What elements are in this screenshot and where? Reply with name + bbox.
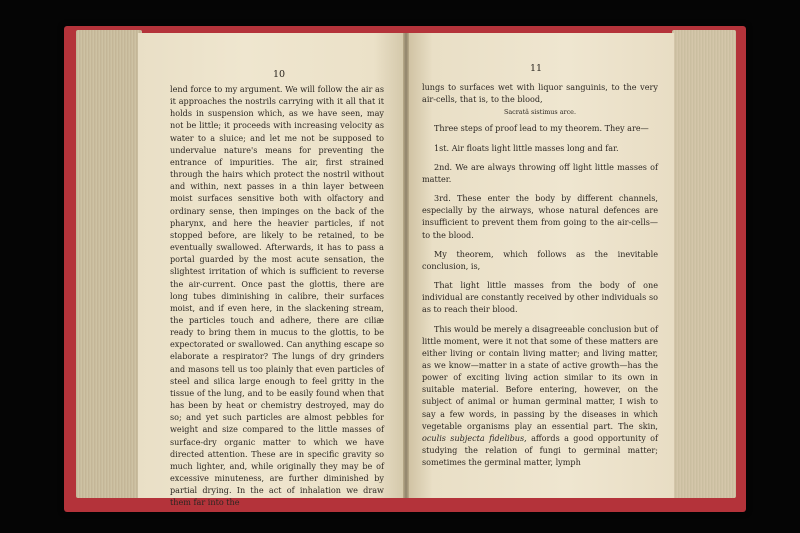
left-page (138, 33, 406, 508)
left-paragraph: lend force to my argument. We will follow the air as it approaches the nostrils carrying with it all that it holds in suspension which, as we have seen, may not be little; it proceeds with increasing velocity as water to a sluice; and let me not be supposed to undervalue nature's means for preventing the entrance of impurities. The air, first strained through the hairs which protect the nostril without and within, next passes in a thin layer between moist surfaces sensitive both with olfactory and ordinary sense, then impinges on the back of the pharynx, and here the heavier particles, if not stopped before, are likely to be retained, to be eventually swallowed. Afterwards, it has to pass a portal guarded by the most acute sensation, the slightest irritation of which is sufficient to reverse the air-current. Once past the glottis, there are long tubes diminishing in calibre, their surfaces moist, and if even here, in the slackening stream, the particles touch and adhere, there are ciliæ ready to bring them in mucus to the glottis, to be expectorated or swallowed. Can anything escape so elaborate a respirator? The lungs of dry grinders and masons tell us too plainly that even particles of steel and silica large enough to feel gritty in the tissue of the lung, and to be easily found when that has been by heat or chemistry destroyed, may do so; and yet such particles are almost pebbles for weight and size compared to the little masses of surface-dry organic matter to which we have directed attention. These are in specific gravity so much lighter, and, while originally they may be of excessive minuteness, are further diminished by partial drying. In the act of inhalation we draw them far into the (170, 84, 384, 508)
left-page-edges (76, 30, 142, 498)
right-page-text (422, 81, 658, 468)
theorem: That light little masses from the body of one individual are constantly received by other individuals so as to reach their blood. (422, 280, 658, 315)
conclusion-part-2: affords a good opportunity of studying the relation of fungi to germinal matter; sometimes the germinal matter, lymph (422, 432, 658, 468)
step-2: 2nd. We are always throwing off light little masses of matter. (422, 161, 658, 184)
right-page-edges (672, 30, 736, 498)
step-1: 1st. Air floats light little masses long and far. (434, 142, 619, 153)
steps-intro: Three steps of proof lead to my theorem. They are— (434, 123, 649, 134)
left-page-text (170, 83, 384, 508)
step-3: 3rd. These enter the body by different channels, especially by the airways, whose natural defences are insufficient to prevent them from going to the air-cells—to the blood. (422, 193, 658, 240)
latin-motto: Sacratâ sistimus arce. (503, 108, 576, 117)
theorem-intro: My theorem, which follows as the inevitable conclusion, is, (422, 248, 658, 271)
right-page-number: 11 (530, 63, 543, 74)
conclusion-paragraph (422, 323, 658, 469)
latin-italic-phrase: oculis subjecta fidelibus, (422, 432, 527, 443)
left-page-number: 10 (273, 69, 286, 80)
opening-paragraph: lungs to surfaces wet with liquor sanguinis, to the very air-cells, that is, to the blood, (422, 82, 658, 105)
book-gutter (403, 33, 409, 498)
conclusion-part-1: This would be merely a disagreeable conclusion but of little moment, were it not that some of these matters are either living or contain living matter; and living matter, as we know—matter in a state of active growth—has the power of exciting living action similar to its own in suitable material. Before entering, however, on the subject of animal or human germinal matter, I wish to say a few words, in passing by the diseases in which vegetable organisms play an essential part. The skin, (422, 323, 658, 431)
right-page (406, 33, 674, 498)
